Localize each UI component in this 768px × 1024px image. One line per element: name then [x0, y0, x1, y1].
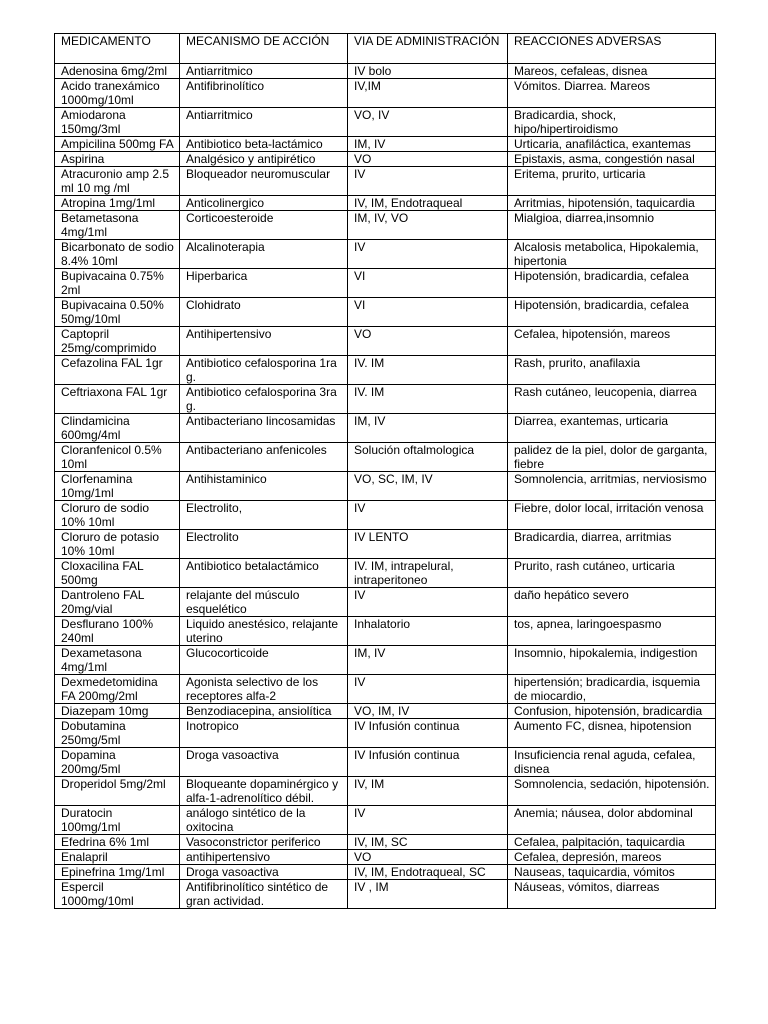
route-cell: IV bolo: [348, 64, 508, 79]
route-cell: IV, IM, Endotraqueal: [348, 196, 508, 211]
mechanism-cell: Anticolinergico: [180, 196, 348, 211]
adverse-reactions-cell: Cefalea, hipotensión, mareos: [508, 327, 716, 356]
adverse-reactions-cell: Epistaxis, asma, congestión nasal: [508, 152, 716, 167]
table-row: [55, 211, 716, 240]
table-row: [55, 530, 716, 559]
adverse-reactions-cell: Mialgioa, diarrea,insomnio: [508, 211, 716, 240]
route-cell: IV LENTO: [348, 530, 508, 559]
table-row: [55, 559, 716, 588]
mechanism-cell: Hiperbarica: [180, 269, 348, 298]
table-row: [55, 646, 716, 675]
mechanism-cell: Clohidrato: [180, 298, 348, 327]
mechanism-cell: Antifibrinolítico: [180, 79, 348, 108]
table-row: [55, 865, 716, 880]
adverse-reactions-cell: Vómitos. Diarrea. Mareos: [508, 79, 716, 108]
table-row: [55, 327, 716, 356]
table-row: [55, 835, 716, 850]
adverse-reactions-cell: Náuseas, vómitos, diarreas: [508, 880, 716, 909]
table-row: [55, 298, 716, 327]
table-row: [55, 414, 716, 443]
adverse-reactions-cell: palidez de la piel, dolor de garganta, fiebre: [508, 443, 716, 472]
drug-name-cell: Amiodarona 150mg/3ml: [55, 108, 180, 137]
adverse-reactions-cell: hipertensión; bradicardia, isquemia de miocardio,: [508, 675, 716, 704]
adverse-reactions-cell: Confusion, hipotensión, bradicardia: [508, 704, 716, 719]
route-cell: IV , IM: [348, 880, 508, 909]
route-cell: IV,IM: [348, 79, 508, 108]
adverse-reactions-cell: Mareos, cefaleas, disnea: [508, 64, 716, 79]
table-row: [55, 240, 716, 269]
table-row: [55, 269, 716, 298]
drug-name-cell: Cefazolina FAL 1gr: [55, 356, 180, 385]
table-body: [55, 64, 716, 909]
drug-name-cell: Efedrina 6% 1ml: [55, 835, 180, 850]
route-cell: IV. IM, intrapelural, intraperitoneo: [348, 559, 508, 588]
drug-name-cell: Betametasona 4mg/1ml: [55, 211, 180, 240]
table-row: [55, 880, 716, 909]
table-row: [55, 617, 716, 646]
mechanism-cell: Droga vasoactiva: [180, 865, 348, 880]
table-row: [55, 501, 716, 530]
drug-name-cell: Dantroleno FAL 20mg/vial: [55, 588, 180, 617]
table-row: [55, 472, 716, 501]
adverse-reactions-cell: Arritmias, hipotensión, taquicardia: [508, 196, 716, 211]
drug-name-cell: Bupivacaina 0.50% 50mg/10ml: [55, 298, 180, 327]
adverse-reactions-cell: Eritema, prurito, urticaria: [508, 167, 716, 196]
adverse-reactions-cell: Hipotensión, bradicardia, cefalea: [508, 269, 716, 298]
adverse-reactions-cell: Rash cutáneo, leucopenia, diarrea: [508, 385, 716, 414]
route-cell: IV: [348, 501, 508, 530]
adverse-reactions-cell: Urticaria, anafiláctica, exantemas: [508, 137, 716, 152]
mechanism-cell: Antibiotico cefalosporina 3ra g.: [180, 385, 348, 414]
adverse-reactions-cell: Alcalosis metabolica, Hipokalemia, hipertonia: [508, 240, 716, 269]
route-cell: IV: [348, 588, 508, 617]
drug-name-cell: Dopamina 200mg/5ml: [55, 748, 180, 777]
table-row: [55, 748, 716, 777]
table-row: [55, 443, 716, 472]
route-cell: VO: [348, 850, 508, 865]
route-cell: IV: [348, 240, 508, 269]
mechanism-cell: Antibiotico beta-lactámico: [180, 137, 348, 152]
mechanism-cell: Antiarritmico: [180, 108, 348, 137]
route-cell: Solución oftalmologica: [348, 443, 508, 472]
mechanism-cell: Antibiotico betalactámico: [180, 559, 348, 588]
route-cell: VO: [348, 152, 508, 167]
table-row: [55, 806, 716, 835]
route-cell: VO, IV: [348, 108, 508, 137]
route-cell: IV: [348, 675, 508, 704]
adverse-reactions-cell: Anemia; náusea, dolor abdominal: [508, 806, 716, 835]
adverse-reactions-cell: Insuficiencia renal aguda, cefalea, disnea: [508, 748, 716, 777]
mechanism-cell: antihipertensivo: [180, 850, 348, 865]
route-cell: IM, IV: [348, 414, 508, 443]
mechanism-cell: Electrolito: [180, 530, 348, 559]
adverse-reactions-cell: Hipotensión, bradicardia, cefalea: [508, 298, 716, 327]
route-cell: VI: [348, 269, 508, 298]
table-row: [55, 79, 716, 108]
table-row: [55, 64, 716, 79]
header-via: VIA DE ADMINISTRACIÓN: [348, 34, 508, 64]
mechanism-cell: Liquido anestésico, relajante uterino: [180, 617, 348, 646]
table-row: [55, 108, 716, 137]
mechanism-cell: Vasoconstrictor periferico: [180, 835, 348, 850]
mechanism-cell: Benzodiacepina, ansiolítica: [180, 704, 348, 719]
mechanism-cell: Antihistaminico: [180, 472, 348, 501]
table-row: [55, 777, 716, 806]
table-row: [55, 704, 716, 719]
adverse-reactions-cell: Nauseas, taquicardia, vómitos: [508, 865, 716, 880]
adverse-reactions-cell: Somnolencia, arritmias, nerviosismo: [508, 472, 716, 501]
table-row: [55, 588, 716, 617]
drug-name-cell: Cloruro de sodio 10% 10ml: [55, 501, 180, 530]
route-cell: IV Infusión continua: [348, 719, 508, 748]
adverse-reactions-cell: Fiebre, dolor local, irritación venosa: [508, 501, 716, 530]
route-cell: VI: [348, 298, 508, 327]
mechanism-cell: Inotropico: [180, 719, 348, 748]
adverse-reactions-cell: Rash, prurito, anafilaxia: [508, 356, 716, 385]
mechanism-cell: Glucocorticoide: [180, 646, 348, 675]
adverse-reactions-cell: Somnolencia, sedación, hipotensión.: [508, 777, 716, 806]
mechanism-cell: Alcalinoterapia: [180, 240, 348, 269]
mechanism-cell: Antibacteriano anfenicoles: [180, 443, 348, 472]
mechanism-cell: Antiarritmico: [180, 64, 348, 79]
route-cell: IV, IM, Endotraqueal, SC: [348, 865, 508, 880]
drug-name-cell: Ceftriaxona FAL 1gr: [55, 385, 180, 414]
header-mecanismo: MECANISMO DE ACCIÓN: [180, 34, 348, 64]
table-row: [55, 675, 716, 704]
table-header: [55, 34, 716, 64]
adverse-reactions-cell: Aumento FC, disnea, hipotension: [508, 719, 716, 748]
drug-name-cell: Acido tranexámico 1000mg/10ml: [55, 79, 180, 108]
route-cell: IV. IM: [348, 356, 508, 385]
route-cell: IV: [348, 806, 508, 835]
drug-name-cell: Clindamicina 600mg/4ml: [55, 414, 180, 443]
mechanism-cell: Antifibrinolítico sintético de gran actividad.: [180, 880, 348, 909]
drug-name-cell: Captopril 25mg/comprimido: [55, 327, 180, 356]
drug-name-cell: Cloxacilina FAL 500mg: [55, 559, 180, 588]
drug-name-cell: Droperidol 5mg/2ml: [55, 777, 180, 806]
adverse-reactions-cell: Bradicardia, shock, hipo/hipertiroidismo: [508, 108, 716, 137]
adverse-reactions-cell: Prurito, rash cutáneo, urticaria: [508, 559, 716, 588]
adverse-reactions-cell: Cefalea, palpitación, taquicardia: [508, 835, 716, 850]
route-cell: IV: [348, 167, 508, 196]
mechanism-cell: Antibacteriano lincosamidas: [180, 414, 348, 443]
drug-name-cell: Duratocin 100mg/1ml: [55, 806, 180, 835]
mechanism-cell: Droga vasoactiva: [180, 748, 348, 777]
route-cell: IV Infusión continua: [348, 748, 508, 777]
table-row: [55, 196, 716, 211]
route-cell: IM, IV: [348, 137, 508, 152]
mechanism-cell: Bloqueador neuromuscular: [180, 167, 348, 196]
route-cell: VO: [348, 327, 508, 356]
drug-table: [54, 33, 716, 909]
drug-name-cell: Diazepam 10mg: [55, 704, 180, 719]
table-row: [55, 719, 716, 748]
adverse-reactions-cell: Insomnio, hipokalemia, indigestion: [508, 646, 716, 675]
adverse-reactions-cell: daño hepático severo: [508, 588, 716, 617]
drug-name-cell: Desflurano 100% 240ml: [55, 617, 180, 646]
adverse-reactions-cell: tos, apnea, laringoespasmo: [508, 617, 716, 646]
route-cell: VO, SC, IM, IV: [348, 472, 508, 501]
mechanism-cell: análogo sintético de la oxitocina: [180, 806, 348, 835]
table-row: [55, 137, 716, 152]
route-cell: IM, IV, VO: [348, 211, 508, 240]
drug-name-cell: Bicarbonato de sodio 8.4% 10ml: [55, 240, 180, 269]
mechanism-cell: Antihipertensivo: [180, 327, 348, 356]
drug-name-cell: Bupivacaina 0.75% 2ml: [55, 269, 180, 298]
table-row: [55, 152, 716, 167]
table-row: [55, 385, 716, 414]
table-row: [55, 167, 716, 196]
route-cell: Inhalatorio: [348, 617, 508, 646]
header-reacciones: REACCIONES ADVERSAS: [508, 34, 716, 64]
drug-name-cell: Cloruro de potasio 10% 10ml: [55, 530, 180, 559]
adverse-reactions-cell: Cefalea, depresión, mareos: [508, 850, 716, 865]
mechanism-cell: Corticoesteroide: [180, 211, 348, 240]
mechanism-cell: Antibiotico cefalosporina 1ra g.: [180, 356, 348, 385]
drug-name-cell: Clorfenamina 10mg/1ml: [55, 472, 180, 501]
mechanism-cell: Electrolito,: [180, 501, 348, 530]
route-cell: IV, IM, SC: [348, 835, 508, 850]
route-cell: IV. IM: [348, 385, 508, 414]
drug-name-cell: Dexametasona 4mg/1ml: [55, 646, 180, 675]
header-row: [55, 34, 716, 64]
drug-name-cell: Cloranfenicol 0.5% 10ml: [55, 443, 180, 472]
header-medicamento: MEDICAMENTO: [55, 34, 180, 64]
drug-name-cell: Ampicilina 500mg FA: [55, 137, 180, 152]
table-row: [55, 850, 716, 865]
route-cell: IV, IM: [348, 777, 508, 806]
drug-name-cell: Aspirina: [55, 152, 180, 167]
drug-name-cell: Epinefrina 1mg/1ml: [55, 865, 180, 880]
table-row: [55, 356, 716, 385]
drug-name-cell: Adenosina 6mg/2ml: [55, 64, 180, 79]
mechanism-cell: Agonista selectivo de los receptores alfa-2: [180, 675, 348, 704]
drug-name-cell: Atropina 1mg/1ml: [55, 196, 180, 211]
drug-name-cell: Atracuronio amp 2.5 ml 10 mg /ml: [55, 167, 180, 196]
drug-name-cell: Dobutamina 250mg/5ml: [55, 719, 180, 748]
route-cell: VO, IM, IV: [348, 704, 508, 719]
mechanism-cell: Bloqueante dopaminérgico y alfa-1-adrenolítico débil.: [180, 777, 348, 806]
drug-name-cell: Espercil 1000mg/10ml: [55, 880, 180, 909]
mechanism-cell: relajante del músculo esquelético: [180, 588, 348, 617]
drug-name-cell: Enalapril: [55, 850, 180, 865]
route-cell: IM, IV: [348, 646, 508, 675]
mechanism-cell: Analgésico y antipirético: [180, 152, 348, 167]
drug-name-cell: Dexmedetomidina FA 200mg/2ml: [55, 675, 180, 704]
adverse-reactions-cell: Diarrea, exantemas, urticaria: [508, 414, 716, 443]
adverse-reactions-cell: Bradicardia, diarrea, arritmias: [508, 530, 716, 559]
